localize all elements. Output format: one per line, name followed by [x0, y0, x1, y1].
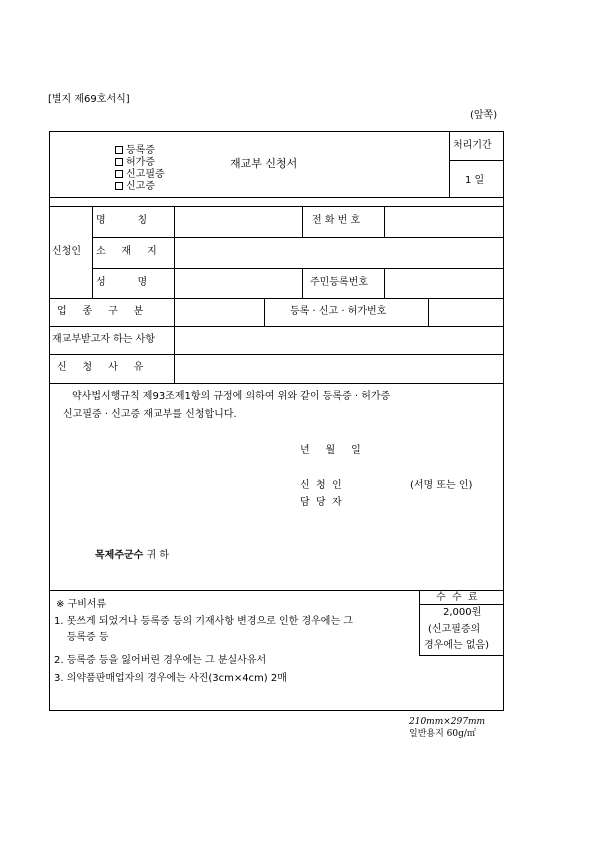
document-item-1-cont: 등록증 등	[54, 632, 109, 643]
fee-label: 수 수 료	[436, 592, 478, 603]
resident-number-field[interactable]	[386, 270, 502, 296]
divider	[92, 237, 504, 238]
divider	[174, 206, 175, 298]
checkbox-report-certificate[interactable]: 신고필증	[115, 169, 165, 181]
divider	[92, 268, 504, 269]
form-reference: [별지 제69호서식]	[48, 94, 130, 105]
fee-amount: 2,000원	[443, 607, 482, 618]
person-name-field[interactable]	[176, 270, 300, 296]
checkbox-report[interactable]: 신고증	[115, 181, 155, 193]
person-name-label: 성 명	[96, 277, 148, 288]
paper-type: 일반용지 60g/㎡	[409, 729, 476, 739]
divider	[449, 160, 504, 161]
signature-note: (서명 또는 인)	[410, 480, 473, 491]
date-line: 년 월 일	[300, 445, 361, 456]
divider	[49, 354, 504, 355]
page-side-label: (앞쪽)	[470, 110, 498, 121]
document-item-3: 3. 의약품판매업자의 경우에는 사진(3cm×4cm) 2매	[54, 673, 287, 684]
reason-label: 신 청 사 유	[57, 362, 144, 373]
divider	[302, 206, 303, 237]
addressee-name: 목제주군수	[95, 550, 144, 561]
divider	[384, 268, 385, 298]
divider	[49, 197, 504, 198]
checkbox-registration[interactable]: 등록증	[115, 145, 155, 157]
divider	[49, 206, 504, 207]
name-field[interactable]	[176, 208, 300, 235]
phone-field[interactable]	[386, 208, 502, 235]
divider	[174, 298, 175, 383]
processing-period-label: 처리기간	[453, 140, 492, 151]
resident-number-label: 주민등록번호	[310, 277, 368, 288]
divider	[419, 604, 504, 605]
form-title: 재교부 신청서	[230, 157, 298, 170]
addressee-suffix: 귀 하	[143, 550, 169, 561]
addressee	[95, 551, 169, 561]
documents-heading: ※ 구비서류	[56, 599, 107, 610]
divider	[49, 383, 504, 384]
divider	[49, 326, 504, 327]
document-item-1: 1. 못쓰게 되었거나 등록증 등의 기재사항 변경으로 인한 경우에는 그	[54, 616, 353, 627]
phone-label: 전 화 번 호	[312, 215, 361, 226]
business-type-label: 업 종 구 분	[57, 306, 144, 317]
applicant-signature-field[interactable]	[350, 476, 406, 492]
registration-number-label: 등록 · 신고 · 허가번호	[290, 306, 387, 317]
divider	[302, 268, 303, 298]
address-field[interactable]	[176, 239, 502, 266]
document-item-2: 2. 등록증 등을 잃어버린 경우에는 그 분실사유서	[54, 655, 267, 666]
divider	[92, 206, 93, 298]
name-label: 명 칭	[96, 215, 148, 226]
officer-field[interactable]	[350, 493, 406, 509]
registration-number-field[interactable]	[430, 300, 502, 324]
paper-size: 210mm×297mm	[409, 717, 486, 727]
applicant-group-label: 신청인	[52, 246, 81, 257]
request-items-field[interactable]	[176, 328, 502, 352]
officer-label: 담 당 자	[300, 497, 342, 508]
fee-note-1: (신고필증의	[428, 624, 481, 635]
applicant-signature-label: 신 청 인	[300, 480, 342, 491]
declaration-line-1: 약사법시행규칙 제93조제1항의 규정에 의하여 위와 같이 등록증 · 허가증	[72, 391, 391, 402]
checkbox-permit[interactable]: 허가증	[115, 157, 155, 169]
divider	[428, 298, 429, 326]
processing-period-value: 1 일	[465, 175, 485, 186]
business-type-field[interactable]	[176, 300, 262, 324]
divider	[384, 206, 385, 237]
divider	[264, 298, 265, 326]
address-label: 소 재 지	[96, 246, 157, 257]
request-items-label: 재교부받고자 하는 사항	[52, 334, 155, 345]
reason-field[interactable]	[176, 356, 502, 381]
divider	[49, 298, 504, 299]
fee-note-2: 경우에는 없음)	[424, 640, 490, 651]
declaration-line-2: 신고필증 · 신고증 재교부를 신청합니다.	[63, 409, 237, 420]
divider	[449, 131, 450, 197]
